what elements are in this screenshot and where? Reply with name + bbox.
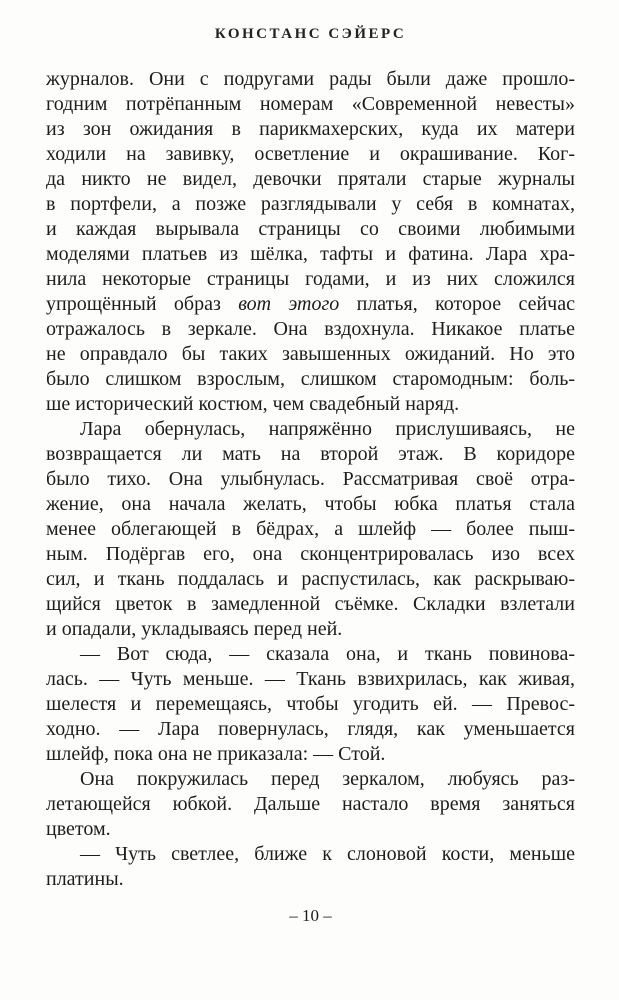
text-line: и каждая вырывала страницы со своими любимыми xyxy=(46,218,575,240)
text-line: цветом. xyxy=(46,818,111,840)
text-line: возвращается ли мать на второй этаж. В коридоре xyxy=(46,443,575,465)
paragraph xyxy=(46,417,575,642)
text-line: платины. xyxy=(46,868,124,890)
text-line: шлейф, пока она не приказала: — Стой. xyxy=(46,743,386,765)
text-line: Она покружилась перед зеркалом, любуясь раз- xyxy=(80,768,575,790)
text-line: ходно. — Лара повернулась, глядя, как уменьшается xyxy=(46,718,575,740)
text-line: щийся цветок в замедленной съёмке. Складки взлетали xyxy=(46,593,575,615)
text-line: сил, и ткань поддалась и распустилась, как раскрываю- xyxy=(46,568,575,590)
text-line: не оправдало бы таких завышенных ожиданий. Но это xyxy=(46,343,575,365)
text-line: в портфели, а позже разглядывали у себя в комнатах, xyxy=(46,193,575,215)
text-line: менее облегающей в бёдрах, а шлейф — более пыш- xyxy=(46,518,575,540)
text-line: моделями платьев из шёлка, тафты и фатина. Лара хра- xyxy=(46,243,575,265)
paragraph xyxy=(46,767,575,842)
text-line: летающейся юбкой. Дальше настало время заняться xyxy=(46,793,575,815)
paragraph xyxy=(46,67,575,417)
text-line: жение, она начала желать, чтобы юбка платья стала xyxy=(46,493,575,515)
text-line: ше исторический костюм, чем свадебный наряд. xyxy=(46,393,460,415)
text-line: — Чуть светлее, ближе к слоновой кости, меньше xyxy=(80,843,575,865)
body-text xyxy=(46,67,575,892)
running-head-author: КОНСТАНС СЭЙЕРС xyxy=(214,26,407,42)
text-line: Лара обернулась, напряжённо прислушиваясь, не xyxy=(80,418,575,440)
text-line: из зон ожидания в парикмахерских, куда их матери xyxy=(46,118,575,140)
paragraph xyxy=(46,642,575,767)
text-line: нила некоторые страницы годами, и из них сложился xyxy=(46,268,575,290)
text-line: да никто не видел, девочки прятали старые журналы xyxy=(46,168,575,190)
text-line: шелестя и перемещаясь, чтобы угодить ей. — Превос- xyxy=(46,693,575,715)
text-line: ным. Подёргав его, она сконцентрировалась изо всех xyxy=(46,543,575,565)
text-line: лась. — Чуть меньше. — Ткань взвихрилась, как живая, xyxy=(46,668,575,690)
text-line: журналов. Они с подругами рады были даже прошло- xyxy=(46,68,575,90)
text-line: ходили на завивку, осветление и окрашивание. Ког- xyxy=(46,143,575,165)
text-line: было тихо. Она улыбнулась. Рассматривая своё отра- xyxy=(46,468,575,490)
paragraph xyxy=(46,842,575,892)
page-number: – 10 – xyxy=(289,906,332,925)
text-line: было слишком взрослым, слишком старомодным: боль- xyxy=(46,368,575,390)
text-line: годним потрёпанным номерам «Современной невесты» xyxy=(46,93,575,115)
text-line: упрощённый образ вот этого платья, которое сейчас xyxy=(46,293,575,315)
text-line: отражалось в зеркале. Она вздохнула. Никакое платье xyxy=(46,318,575,340)
text-line: — Вот сюда, — сказала она, и ткань повинова- xyxy=(80,643,575,665)
text-line: и опадали, укладываясь перед ней. xyxy=(46,618,343,640)
